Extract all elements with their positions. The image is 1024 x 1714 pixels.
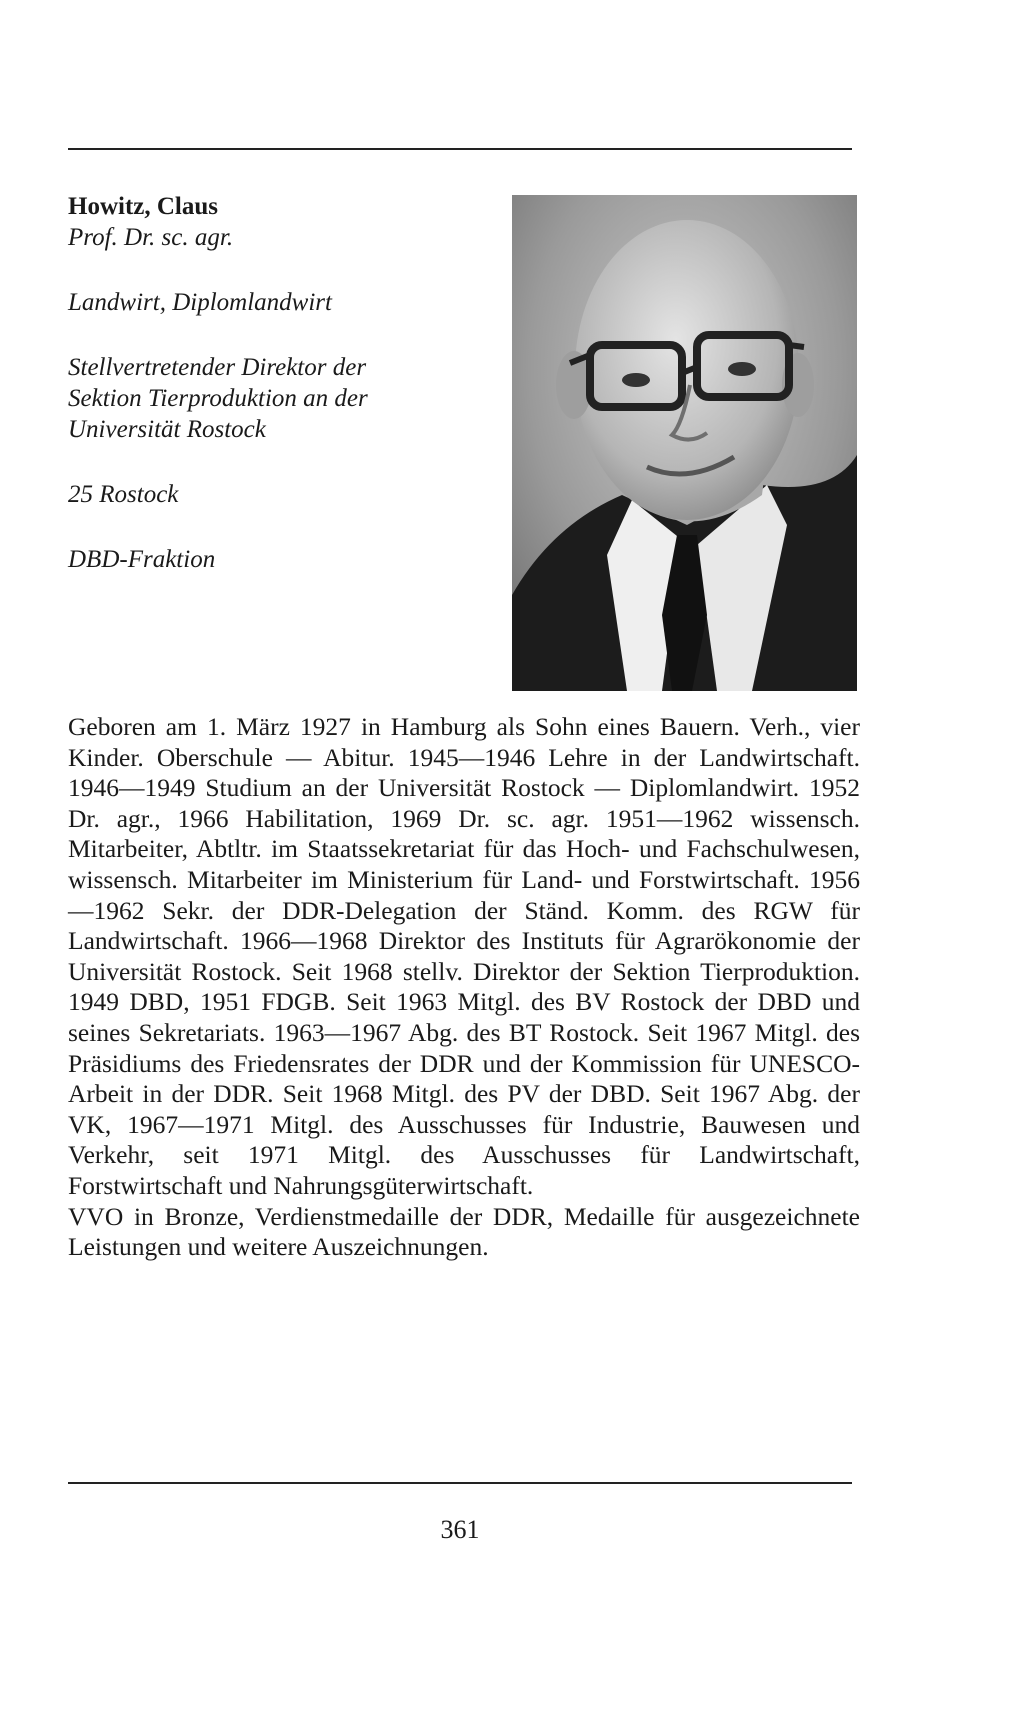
awards-paragraph: VVO in Bronze, Verdienstmedaille der DDR, Medaille für ausgezeichnete Leistungen und weitere Auszeichnungen.	[68, 1201, 860, 1262]
position-line: Sektion Tierproduktion an der	[68, 385, 368, 412]
position-line: Universität Rostock	[68, 416, 266, 443]
position	[68, 352, 488, 445]
faction: DBD-Fraktion	[68, 546, 216, 573]
biography	[68, 712, 860, 1263]
biography-paragraph: Geboren am 1. März 1927 in Hamburg als Sohn eines Bauern. Verh., vier Kinder. Oberschule — Abitur. 1945—1946 Lehre in der Landwirtschaft. 1946—1949 Studium an der Universität Rostock — Diplomlandwirt. 1952 Dr. agr., 1966 Habilitation, 1969 Dr. sc. agr. 1951—1962 wissensch. Mitarbeiter, Abtltr. im Staatssekretariat für das Hoch- und Fachschulwesen, wissensch. Mitarbeiter im Ministerium für Land- und Forstwirtschaft. 1956—1962 Sekr. der DDR-Delegation der Ständ. Komm. des RGW für Landwirtschaft. 1966—1968 Direktor des Instituts für Agrarökonomie der Universität Rostock. Seit 1968 stellv. Direktor der Sektion Tierproduktion. 1949 DBD, 1951 FDGB. Seit 1963 Mitgl. des BV Rostock der DBD und seines Sekretariats. 1963—1967 Abg. des BT Rostock. Seit 1967 Mitgl. des Präsidiums des Friedensrates der DDR und der Kommission für UNESCO-Arbeit in der DDR. Seit 1968 Mitgl. des PV der DBD. Seit 1967 Abg. der VK, 1967—1971 Mitgl. des Ausschusses für Industrie, Bauwesen und Verkehr, seit 1971 Mitgl. des Ausschusses für Landwirtschaft, Forstwirtschaft und Nahrungsgüterwirtschaft.	[68, 712, 860, 1200]
profession: Landwirt, Diplomlandwirt	[68, 289, 332, 316]
academic-degree: Prof. Dr. sc. agr.	[68, 224, 234, 251]
location: 25 Rostock	[68, 481, 179, 508]
position-line: Stellvertretender Direktor der	[68, 354, 367, 381]
bottom-rule	[68, 1482, 852, 1484]
person-name: Howitz, Claus	[68, 193, 218, 220]
top-rule	[68, 148, 852, 150]
portrait-photo	[512, 195, 857, 691]
entry-header	[68, 192, 488, 575]
page-number: 361	[440, 1515, 480, 1544]
